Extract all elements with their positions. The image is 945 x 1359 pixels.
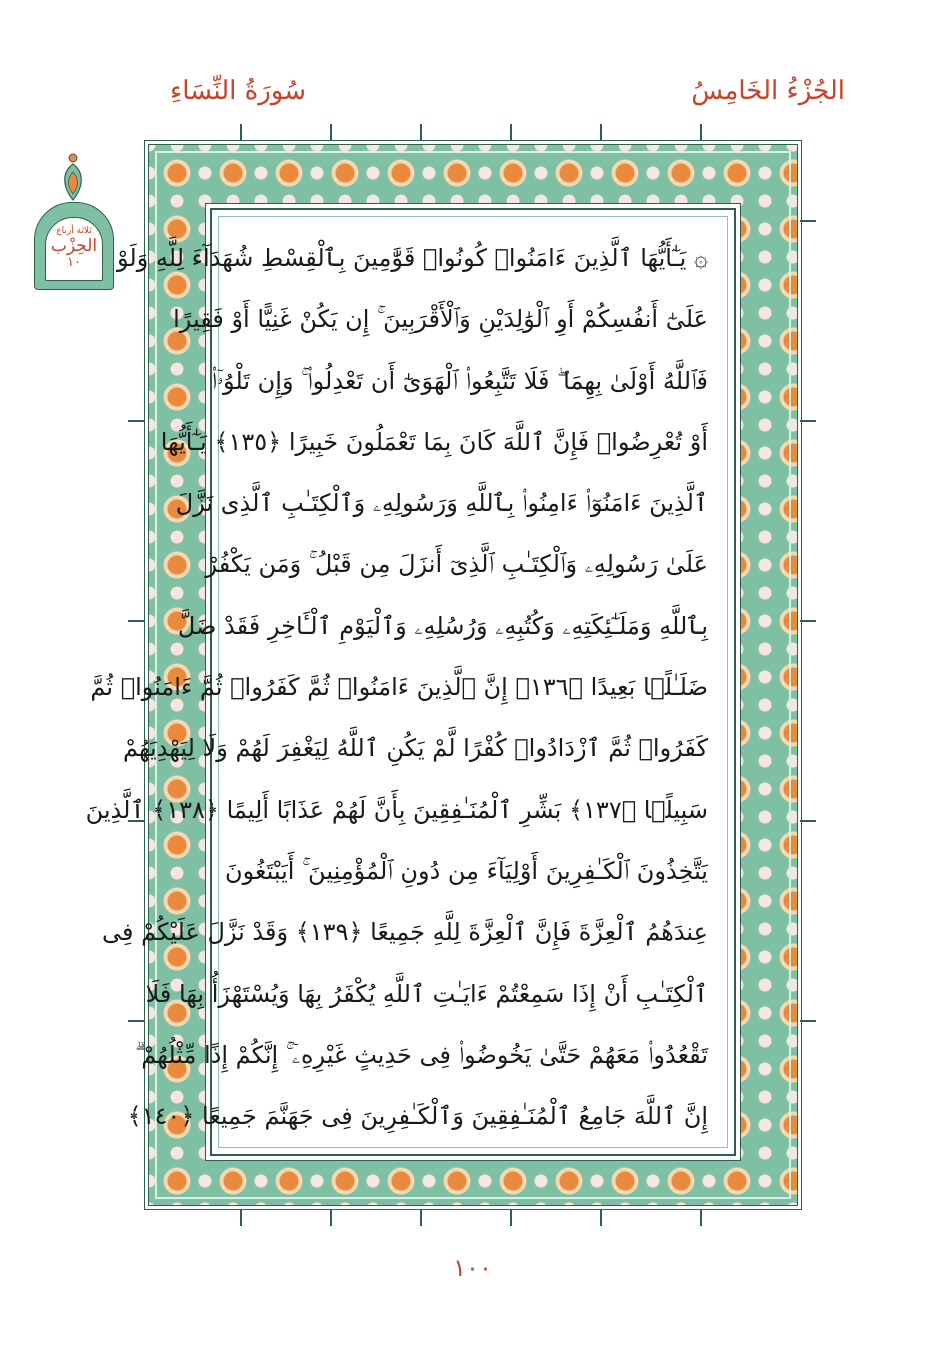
verse-line: كَفَرُوا۟ ثُمَّ ٱزْدَادُوا۟ كُفْرًا لَّمْ يَكُنِ ٱللَّهُ لِيَغْفِرَ لَهُمْ وَلَا لِيَهْدِيَهُمْ bbox=[123, 734, 708, 763]
frame-tick-top bbox=[240, 124, 242, 140]
surah-title: سُورَةُ النِّسَاءِ bbox=[170, 76, 306, 106]
verse-line: ٱلْكِتَـٰبِ أَنْ إِذَا سَمِعْتُمْ ءَايَـٰتِ ٱللَّهِ يُكْفَرُ بِهَا وَيُسْتَهْزَأُ بِهَا فَلَا bbox=[145, 979, 708, 1008]
verse-line: ضَلَـٰلًۢا بَعِيدًا ﴿١٣٦﴾ إِنَّ ٱلَّذِينَ ءَامَنُوا۟ ثُمَّ كَفَرُوا۟ ثُمَّ ءَامَنُوا۟ ثُمَّ bbox=[90, 673, 708, 702]
frame-tick-right bbox=[800, 220, 816, 222]
frame-tick-top bbox=[420, 124, 422, 140]
frame-tick-bottom bbox=[420, 1210, 422, 1226]
hizb-frame bbox=[34, 202, 114, 290]
verse-line: عَلَىٰٓ أَنفُسِكُمْ أَوِ ٱلْوَٰلِدَيْنِ وَٱلْأَقْرَبِينَ ۚ إِن يَكُنْ غَنِيًّا أَوْ فَقِيرًا bbox=[173, 305, 708, 334]
verse-line: بِٱللَّهِ وَمَلَـٰٓئِكَتِهِۦ وَكُتُبِهِۦ وَرُسُلِهِۦ وَٱلْيَوْمِ ٱلْـَٔاخِرِ فَقَدْ ضَلَّ bbox=[177, 611, 708, 640]
frame-tick-top bbox=[600, 124, 602, 140]
hizb-word: الحِزْب bbox=[50, 236, 98, 256]
frame-tick-left bbox=[128, 1020, 144, 1022]
verse-line: عِندَهُمُ ٱلْعِزَّةَ فَإِنَّ ٱلْعِزَّةَ لِلَّهِ جَمِيعًا ﴿١٣٩﴾ وَقَدْ نَزَّلَ عَلَيْكُمْ فِى bbox=[101, 918, 708, 947]
frame-tick-bottom bbox=[600, 1210, 602, 1226]
frame-tick-bottom bbox=[510, 1210, 512, 1226]
verse-line: أَوْ تُعْرِضُوا۟ فَإِنَّ ٱللَّهَ كَانَ بِمَا تَعْمَلُونَ خَبِيرًا ﴿١٣٥﴾ يَـٰٓأَيُّهَا bbox=[160, 427, 708, 456]
frame-tick-left bbox=[128, 420, 144, 422]
frame-tick-bottom bbox=[330, 1210, 332, 1226]
frame-tick-top bbox=[330, 124, 332, 140]
verse-line: سَبِيلًۢا ﴿١٣٧﴾ بَشِّرِ ٱلْمُنَـٰفِقِينَ بِأَنَّ لَهُمْ عَذَابًا أَلِيمًا ﴿١٣٨﴾ ٱلَّذِينَ bbox=[85, 795, 708, 824]
hizb-marker bbox=[28, 146, 120, 296]
frame-tick-bottom bbox=[240, 1210, 242, 1226]
verse-lines bbox=[85, 228, 708, 1147]
verse-line: ۞ يَـٰٓأَيُّهَا ٱلَّذِينَ ءَامَنُوا۟ كُونُوا۟ قَوَّٰمِينَ بِٱلْقِسْطِ شُهَدَآءَ لِلَّهِ وَلَوْ bbox=[117, 244, 708, 272]
verse-line: يَتَّخِذُونَ ٱلْكَـٰفِرِينَ أَوْلِيَآءَ مِن دُونِ ٱلْمُؤْمِنِينَ ۚ أَيَبْتَغُونَ bbox=[225, 856, 708, 885]
hizb-quarter-text: ثلاثة أرباع bbox=[56, 226, 92, 236]
verse-line: عَلَىٰ رَسُولِهِۦ وَٱلْكِتَـٰبِ ٱلَّذِىٓ أَنزَلَ مِن قَبْلُ ۚ وَمَن يَكْفُرْ bbox=[205, 550, 708, 579]
verse-line: فَٱللَّهُ أَوْلَىٰ بِهِمَا ۖ فَلَا تَتَّبِعُوا۟ ٱلْهَوَىٰٓ أَن تَعْدِلُوا۟ ۚ وَإِن تَلْوُۥٓا۟ bbox=[211, 366, 708, 395]
juz-title: الجُزْءُ الخَامِسُ bbox=[691, 76, 845, 106]
verse-line: إِنَّ ٱللَّهَ جَامِعُ ٱلْمُنَـٰفِقِينَ وَٱلْكَـٰفِرِينَ فِى جَهَنَّمَ جَمِيعًا ﴿١٤٠﴾ bbox=[127, 1102, 708, 1131]
frame-tick-left bbox=[128, 620, 144, 622]
verse-line: ٱلَّذِينَ ءَامَنُوٓا۟ ءَامِنُوا۟ بِٱللَّهِ وَرَسُولِهِۦ وَٱلْكِتَـٰبِ ٱلَّذِى نَزَّلَ bbox=[175, 489, 708, 518]
hizb-number: ١٠ bbox=[67, 255, 81, 270]
frame-tick-right bbox=[800, 620, 816, 622]
verse-line: تَقْعُدُوا۟ مَعَهُمْ حَتَّىٰ يَخُوضُوا۟ فِى حَدِيثٍ غَيْرِهِۦٓ ۚ إِنَّكُمْ إِذًا مِّثْلُهُمْ ۗ bbox=[135, 1040, 708, 1069]
page-number: ١٠٠ bbox=[453, 1254, 492, 1282]
frame-tick-bottom bbox=[700, 1210, 702, 1226]
hizb-label-area bbox=[45, 217, 103, 281]
frame-tick-top bbox=[510, 124, 512, 140]
finial-ornament-icon bbox=[54, 152, 92, 202]
frame-tick-right bbox=[800, 1020, 816, 1022]
frame-tick-right bbox=[800, 420, 816, 422]
frame-tick-top bbox=[700, 124, 702, 140]
text-panel bbox=[85, 208, 736, 1156]
frame-tick-right bbox=[800, 820, 816, 822]
